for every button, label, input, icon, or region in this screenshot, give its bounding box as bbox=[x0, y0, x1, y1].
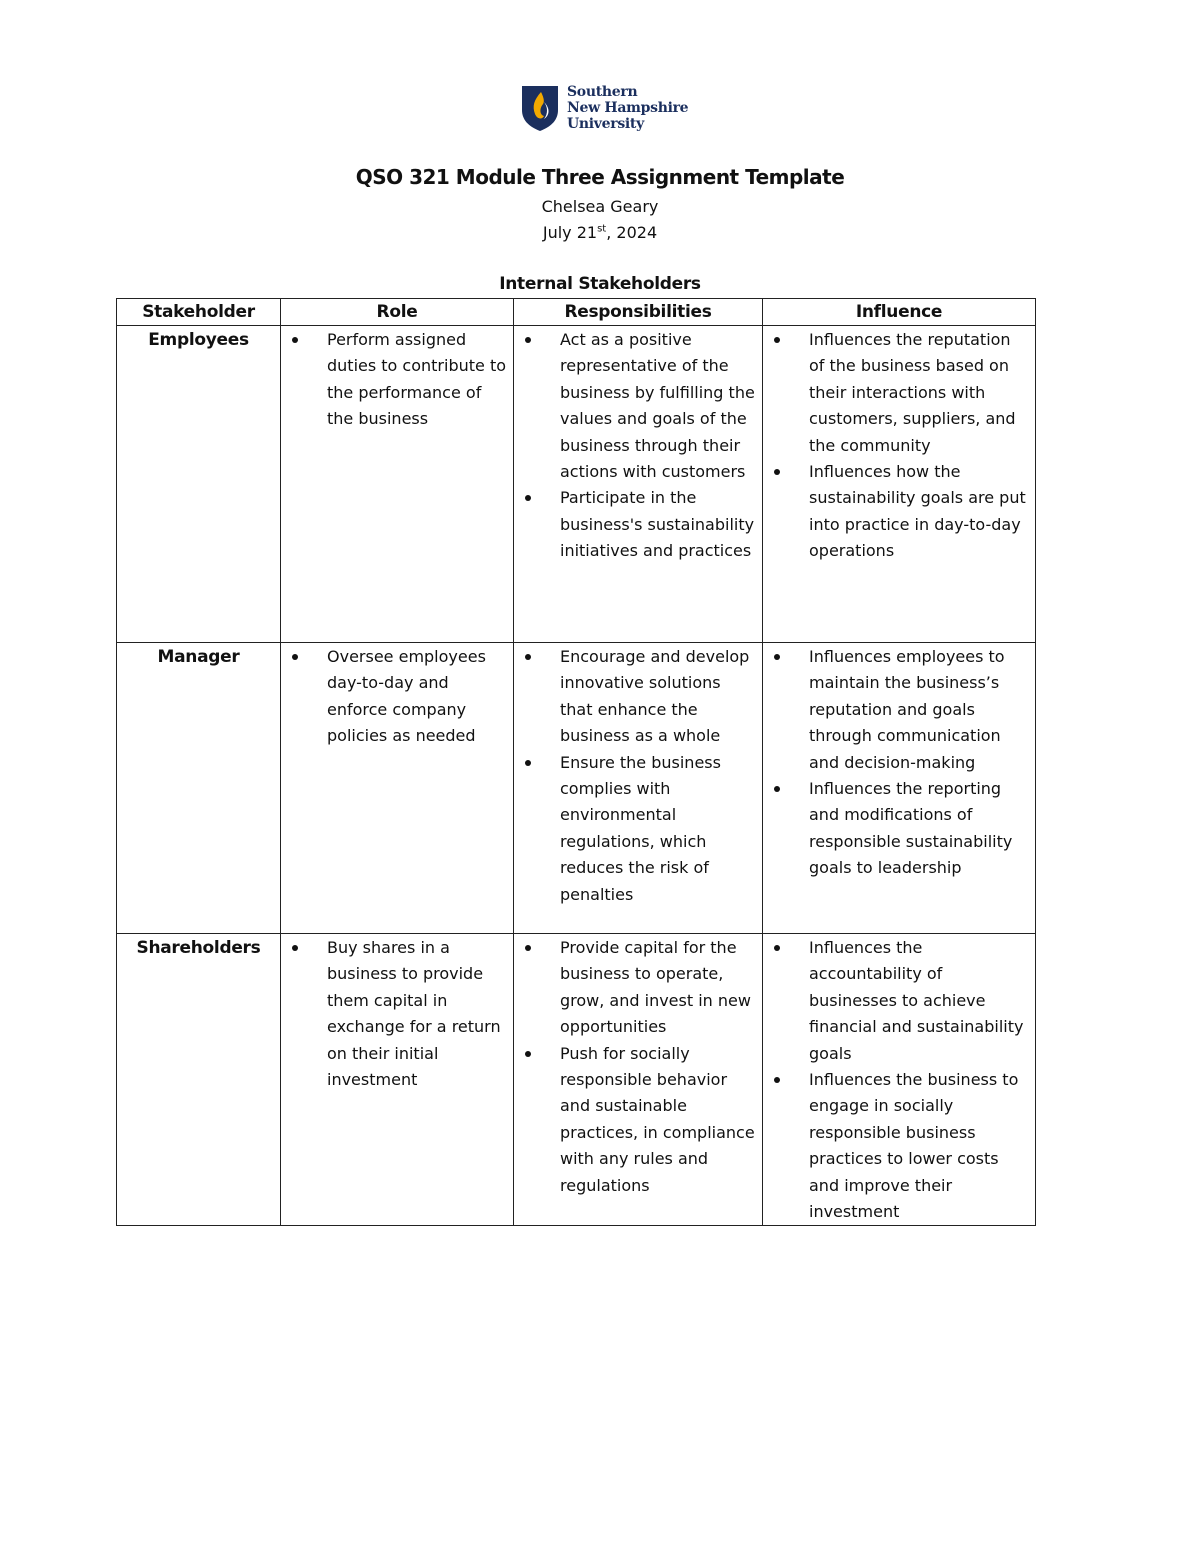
list-item: Push for socially responsible behavior and sustainable practices, in compliance with any rules and regulations bbox=[514, 1041, 756, 1199]
list-item: Influences the reputation of the business based on their interactions with customers, suppliers, and the community bbox=[763, 327, 1029, 459]
stakeholder-cell: Employees bbox=[117, 326, 281, 643]
role-cell bbox=[281, 643, 514, 934]
date-prefix: July 21 bbox=[542, 223, 598, 242]
table-caption: Internal Stakeholders bbox=[499, 274, 701, 294]
university-wordmark bbox=[567, 84, 688, 132]
list-item: Influences the business to engage in socially responsible business practices to lower costs and improve their investment bbox=[763, 1067, 1029, 1225]
table-row bbox=[117, 934, 1036, 1226]
wordmark-line-2: New Hampshire bbox=[567, 100, 689, 116]
list-item: Influences the accountability of businesses to achieve financial and sustainability goals bbox=[763, 935, 1029, 1067]
table-header-row bbox=[117, 299, 1036, 326]
wordmark-line-1: Southern bbox=[567, 84, 638, 100]
list-item: Influences employees to maintain the business’s reputation and goals through communication and decision-making bbox=[763, 644, 1029, 776]
list-item: Influences how the sustainability goals are put into practice in day-to-day operations bbox=[763, 459, 1029, 565]
responsibilities-cell bbox=[514, 934, 763, 1226]
header-stakeholder: Stakeholder bbox=[117, 299, 281, 326]
author-name: Chelsea Geary bbox=[541, 197, 659, 216]
influence-cell bbox=[763, 326, 1036, 643]
responsibilities-cell bbox=[514, 326, 763, 643]
list-item: Buy shares in a business to provide them capital in exchange for a return on their initial investment bbox=[281, 935, 507, 1093]
document-title: QSO 321 Module Three Assignment Template bbox=[355, 165, 845, 189]
list-item: Participate in the business's sustainability initiatives and practices bbox=[514, 485, 756, 564]
list-item: Act as a positive representative of the business by fulfilling the values and goals of the business through their actions with customers bbox=[514, 327, 756, 485]
document-date bbox=[0, 223, 1200, 242]
header-influence: Influence bbox=[763, 299, 1036, 326]
stakeholder-cell: Shareholders bbox=[117, 934, 281, 1226]
list-item: Perform assigned duties to contribute to the performance of the business bbox=[281, 327, 507, 433]
list-item: Influences the reporting and modifications of responsible sustainability goals to leadership bbox=[763, 776, 1029, 882]
date-ordinal-suffix: st bbox=[597, 223, 607, 235]
header-responsibilities: Responsibilities bbox=[514, 299, 763, 326]
list-item: Encourage and develop innovative solutions that enhance the business as a whole bbox=[514, 644, 756, 750]
table-row bbox=[117, 326, 1036, 643]
list-item: Ensure the business complies with environmental regulations, which reduces the risk of penalties bbox=[514, 750, 756, 908]
list-item: Provide capital for the business to operate, grow, and invest in new opportunities bbox=[514, 935, 756, 1041]
role-cell bbox=[281, 934, 514, 1226]
university-logo bbox=[520, 84, 688, 132]
responsibilities-cell bbox=[514, 643, 763, 934]
header-role: Role bbox=[281, 299, 514, 326]
influence-cell bbox=[763, 643, 1036, 934]
wordmark-line-3: University bbox=[567, 116, 644, 132]
stakeholder-table bbox=[116, 298, 1036, 1226]
list-item: Oversee employees day-to-day and enforce company policies as needed bbox=[281, 644, 507, 750]
influence-cell bbox=[763, 934, 1036, 1226]
flame-shield-icon bbox=[520, 84, 560, 132]
role-cell bbox=[281, 326, 514, 643]
stakeholder-cell: Manager bbox=[117, 643, 281, 934]
date-rest: , 2024 bbox=[606, 223, 658, 242]
table-row bbox=[117, 643, 1036, 934]
